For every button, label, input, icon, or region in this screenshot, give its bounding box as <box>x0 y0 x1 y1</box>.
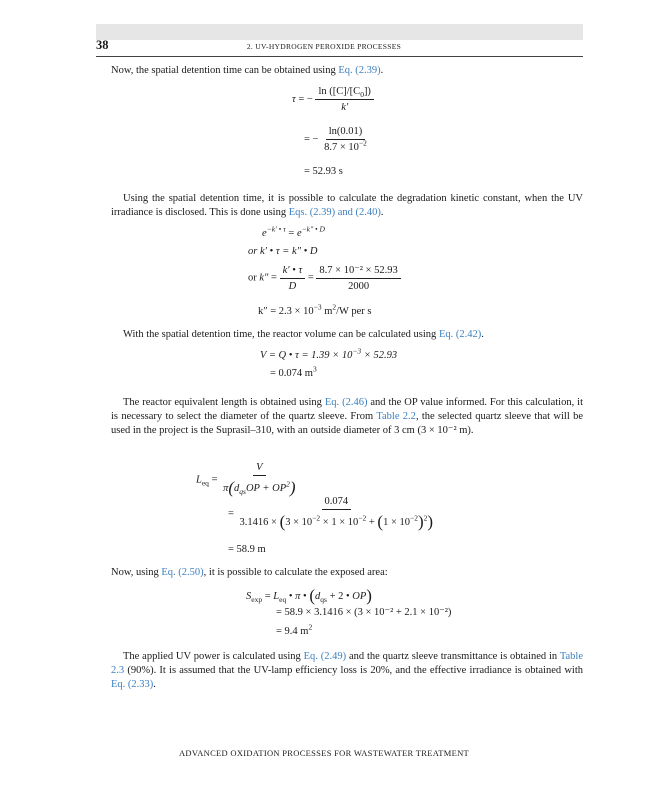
k-equation-1: $e^{-k' • \tau} = e^{-k'' • D}$ <box>262 224 325 239</box>
volume-result: = 0.074 $m^3$ <box>270 364 317 379</box>
leq-equation: $L_{eq}$ = $\frac{V}{\pi(d_{qs}OP + OP^2)}$ <box>196 462 296 497</box>
header-rule <box>96 56 583 57</box>
tau-result: = 52.93 s <box>304 166 343 177</box>
paragraph-4: The reactor equivalent length is obtained using Eq. (2.46) and the OP value informed. For this calculation, it is necessary to select the diameter of the quartz sleeve. From Table 2.2, the selected quartz sleeve that will be used in the project is the Suprasil–310, with an outside diameter of 3 cm (3 × 10⁻² m). <box>111 397 583 436</box>
tau-substitution: = − $\frac{\ln(0.01)}{8.7 \times 10^{-2}}$ <box>304 126 367 153</box>
sexp-substitution: = 58.9 × 3.1416 × (3 × 10⁻² + 2.1 × 10⁻²) <box>276 607 452 618</box>
sexp-result: = 9.4 $m^2$ <box>276 622 313 637</box>
volume-equation: V = Q • $\tau = 1.39 \times 10^{-3} \times 52.93$ <box>260 346 398 361</box>
table-link[interactable]: Table 2.2 <box>376 411 416 422</box>
paragraph-1: Now, the spatial detention time can be obtained using Eq. (2.39). <box>111 65 384 76</box>
equation-link[interactable]: Eq. (2.50) <box>161 567 204 578</box>
equation-link[interactable]: Eq. (2.39) <box>338 65 381 76</box>
equation-link[interactable]: Eqs. (2.39) and (2.40) <box>288 207 381 218</box>
equation-link[interactable]: Eq. (2.42) <box>438 329 482 340</box>
header-bar <box>96 24 583 40</box>
equation-link[interactable]: Eq. (2.49) <box>303 651 347 662</box>
equation-link[interactable]: Eq. (2.46) <box>324 397 368 408</box>
paragraph-5: Now, using Eq. (2.50), it is possible to calculate the exposed area: <box>111 567 388 578</box>
paragraph-2: Using the spatial detention time, it is possible to calculate the degradation kinetic constant, when the UV irradiance is disclosed. This is done using Eqs. (2.39) and (2.40). <box>111 193 583 218</box>
k-equation-3: or k″ = $\frac{k' • \tau}{D}$ = $\frac{\text{8.7 × 10⁻² × 52.93}}{2000}$ <box>248 264 401 292</box>
page-number: 38 <box>96 38 109 52</box>
k-equation-2: or k′ • τ = k″ • D <box>248 246 318 257</box>
equation-link[interactable]: Eq. (2.33) <box>111 679 154 690</box>
running-head: 2. UV-HYDROGEN PEROXIDE PROCESSES <box>246 42 402 51</box>
leq-result: = 58.9 m <box>228 544 266 555</box>
paragraph-3: With the spatial detention time, the reactor volume can be calculated using Eq. (2.42). <box>123 329 484 340</box>
k-result: $k'' = 2.3 \times 10^{-3}$ $m^2/W$ per s <box>258 302 372 317</box>
table-link[interactable]: Table 2.3 <box>111 651 583 676</box>
paragraph-6: The applied UV power is calculated using Eq. (2.49) and the quartz sleeve transmittance is obtained in Table 2.3 (90%). It is assumed that the UV-lamp efficiency loss is 20%, and the effective irradiance is obtained with Eq. (2.33). <box>111 651 583 690</box>
footer: ADVANCED OXIDATION PROCESSES FOR WASTEWATER TREATMENT <box>178 748 470 758</box>
leq-substitution: = $\frac{0.074}{3.1416 \times (3 \times 10^{-2} \times 1 \times 10^{-2} + (1 \times 10^{-2})^2)}$ <box>228 496 434 531</box>
sexp-equation: $S_{exp} = L_{eq}$ • π • ($d_{qs} + 2$ • OP) <box>246 586 372 605</box>
tau-equation: τ = − $\frac{\ln ([C]/[C_0])}{k'}$ <box>292 86 374 113</box>
